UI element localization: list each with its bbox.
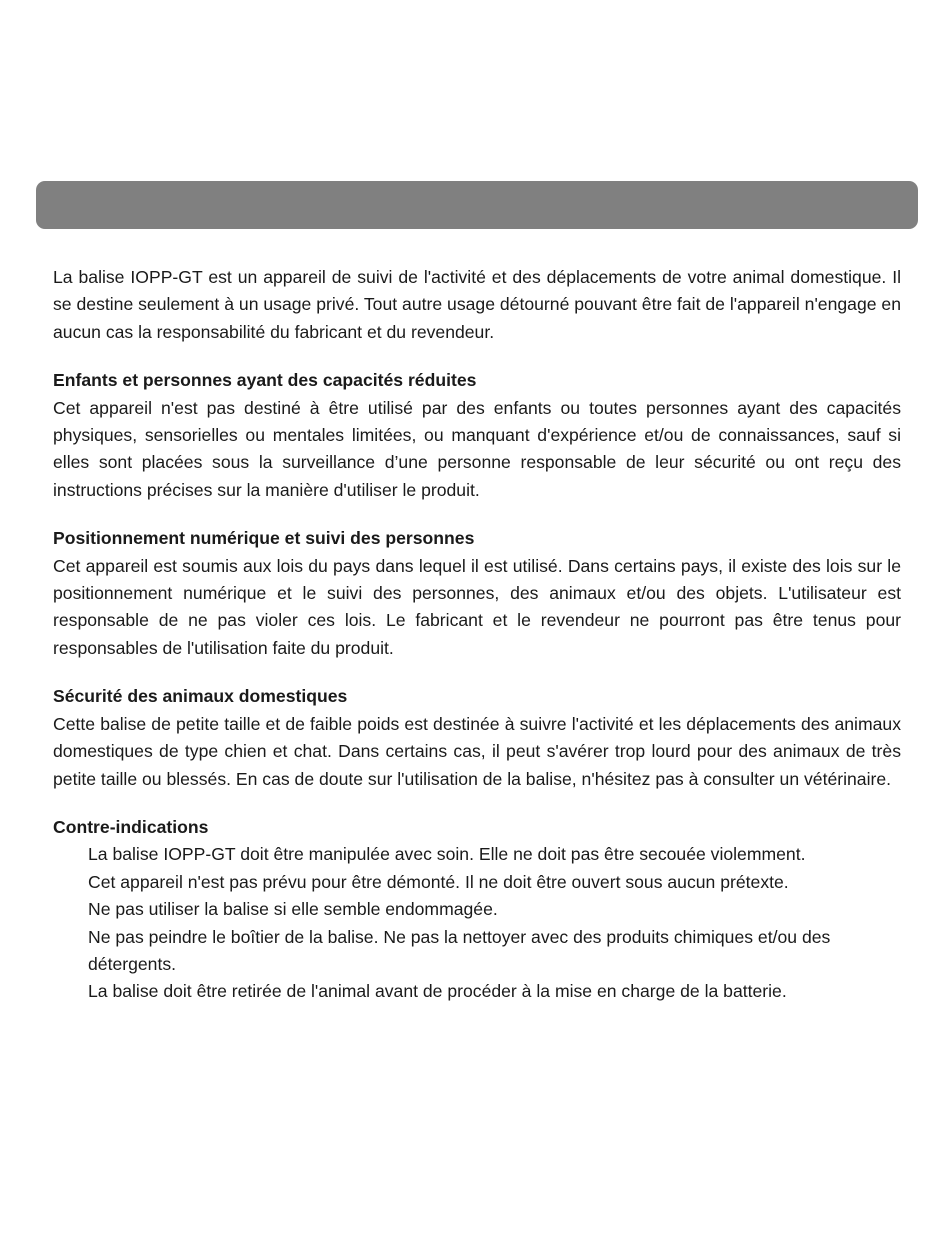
contraindications-list	[53, 841, 901, 1005]
section-header-bar	[36, 181, 918, 229]
section-pet-safety	[53, 683, 901, 793]
list-item: Cet appareil n'est pas prévu pour être démonté. Il ne doit être ouvert sous aucun prétexte.	[88, 871, 789, 892]
section-paragraph: Cette balise de petite taille et de faible poids est destinée à suivre l'activité et les déplacements des animaux domestiques de type chien et chat. Dans certains cas, il peut s'avérer trop lourd pour des animaux de très petite taille ou blessés. En cas de doute sur l'utilisation de la balise, n'hésitez pas à consulter un vétérinaire.	[53, 713, 901, 789]
list-item: Ne pas utiliser la balise si elle semble endommagée.	[88, 899, 498, 920]
list-item: Ne pas peindre le boîtier de la balise. Ne pas la nettoyer avec des produits chimiques et/ou des détergents.	[88, 926, 831, 974]
section-title: Enfants et personnes ayant des capacités réduites	[53, 370, 477, 391]
section-children-reduced-capacities	[53, 367, 901, 504]
section-paragraph: Cet appareil est soumis aux lois du pays dans lequel il est utilisé. Dans certains pays, il existe des lois sur le positionnement numérique et le suivi des personnes, des animaux et/ou des objets. L'utilisateur est responsable de ne pas violer ces lois. Le fabricant et le revendeur ne pourront pas être tenus pour responsables de l'utilisation faite du produit.	[53, 555, 901, 658]
section-digital-positioning	[53, 525, 901, 662]
document-body	[53, 264, 901, 1006]
list-item: La balise IOPP-GT doit être manipulée avec soin. Elle ne doit pas être secouée violemment.	[88, 844, 806, 865]
list-item: La balise doit être retirée de l'animal avant de procéder à la mise en charge de la batterie.	[88, 981, 787, 1002]
intro-paragraph: La balise IOPP-GT est un appareil de suivi de l'activité et des déplacements de votre animal domestique. Il se destine seulement à un usage privé. Tout autre usage détourné pouvant être fait de l'appareil n'engage en aucun cas la responsabilité du fabricant et du revendeur.	[53, 267, 901, 342]
section-title: Sécurité des animaux domestiques	[53, 686, 348, 707]
section-title: Contre-indications	[53, 816, 209, 837]
section-contraindications	[53, 814, 901, 1006]
section-title: Positionnement numérique et suivi des personnes	[53, 528, 475, 549]
section-paragraph: Cet appareil n'est pas destiné à être utilisé par des enfants ou toutes personnes ayant des capacités physiques, sensorielles ou mentales limitées, ou manquant d'expérience et/ou de connaissances, sauf si elles sont placées sous la surveillance d’une personne responsable de leur sécurité ou ont reçu des instructions précises sur la manière d'utiliser le produit.	[53, 397, 901, 500]
